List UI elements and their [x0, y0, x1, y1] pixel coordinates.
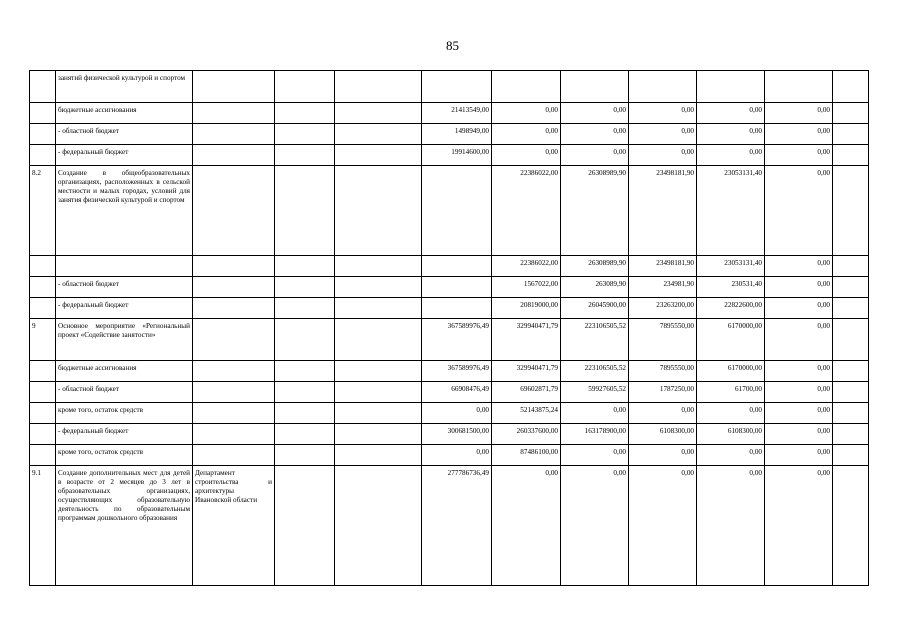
- table-row: [30, 298, 869, 319]
- amount-cell: 0,00: [765, 403, 833, 424]
- amount-cell: 20819000,00: [492, 298, 561, 319]
- row-code-cell: [30, 277, 56, 298]
- table-row: [30, 466, 869, 586]
- amount-cell: 0,00: [492, 145, 561, 166]
- row-code-cell: 9: [30, 319, 56, 361]
- empty-cell: [275, 256, 335, 277]
- table-row: [30, 382, 869, 403]
- amount-cell: 52143875,24: [492, 403, 561, 424]
- table-row: [30, 319, 869, 361]
- row-code-cell: [30, 361, 56, 382]
- amount-cell: 0,00: [422, 445, 492, 466]
- amount-cell: 22386022,00: [492, 256, 561, 277]
- empty-cell: [275, 166, 335, 256]
- empty-cell: [275, 361, 335, 382]
- amount-cell: 1567022,00: [492, 277, 561, 298]
- amount-cell: 69602871,79: [492, 382, 561, 403]
- row-name-cell: - областной бюджет: [56, 124, 193, 145]
- amount-cell: [422, 256, 492, 277]
- empty-cell: [275, 145, 335, 166]
- executor-cell: Департамент строительства и архитектуры Ивановской области: [193, 466, 275, 586]
- empty-cell: [335, 403, 422, 424]
- executor-cell: [193, 361, 275, 382]
- amount-cell: [833, 124, 869, 145]
- row-name-cell: кроме того, остаток средств: [56, 403, 193, 424]
- amount-cell: 7895550,00: [629, 319, 697, 361]
- row-name-cell: Создание дополнительных мест для детей в возрасте от 2 месяцев до 3 лет в образовательных организациях, осуществляющих образовательную деятельность по образовательным программам дошкольного образования: [56, 466, 193, 586]
- empty-cell: [275, 277, 335, 298]
- row-code-cell: [30, 145, 56, 166]
- amount-cell: [765, 71, 833, 103]
- amount-cell: 0,00: [765, 103, 833, 124]
- amount-cell: 0,00: [765, 256, 833, 277]
- row-name-cell: [56, 256, 193, 277]
- amount-cell: 0,00: [765, 361, 833, 382]
- executor-cell: [193, 71, 275, 103]
- amount-cell: 23498181,90: [629, 256, 697, 277]
- amount-cell: 66908476,49: [422, 382, 492, 403]
- empty-cell: [275, 466, 335, 586]
- amount-cell: [833, 103, 869, 124]
- empty-cell: [335, 145, 422, 166]
- amount-cell: 163178900,00: [561, 424, 629, 445]
- amount-cell: 87486100,00: [492, 445, 561, 466]
- amount-cell: 0,00: [561, 145, 629, 166]
- row-code-cell: [30, 298, 56, 319]
- executor-cell: [193, 445, 275, 466]
- amount-cell: 6170000,00: [697, 361, 765, 382]
- empty-cell: [335, 382, 422, 403]
- amount-cell: [697, 71, 765, 103]
- amount-cell: 1498949,00: [422, 124, 492, 145]
- amount-cell: 223106505,52: [561, 361, 629, 382]
- amount-cell: 6108300,00: [629, 424, 697, 445]
- amount-cell: 23053131,40: [697, 256, 765, 277]
- amount-cell: 234981,90: [629, 277, 697, 298]
- row-name-cell: - федеральный бюджет: [56, 145, 193, 166]
- amount-cell: [833, 361, 869, 382]
- amount-cell: [833, 298, 869, 319]
- amount-cell: 7895550,00: [629, 361, 697, 382]
- row-name-cell: бюджетные ассигнования: [56, 103, 193, 124]
- amount-cell: 0,00: [697, 145, 765, 166]
- empty-cell: [335, 124, 422, 145]
- amount-cell: [422, 71, 492, 103]
- amount-cell: 0,00: [697, 103, 765, 124]
- amount-cell: 59927605,52: [561, 382, 629, 403]
- amount-cell: 0,00: [765, 319, 833, 361]
- amount-cell: 0,00: [697, 445, 765, 466]
- row-name-cell: - областной бюджет: [56, 277, 193, 298]
- amount-cell: 329940471,79: [492, 319, 561, 361]
- executor-cell: [193, 298, 275, 319]
- table-row: [30, 361, 869, 382]
- amount-cell: 0,00: [697, 403, 765, 424]
- empty-cell: [335, 166, 422, 256]
- amount-cell: [833, 403, 869, 424]
- table-row: [30, 145, 869, 166]
- amount-cell: 0,00: [765, 424, 833, 445]
- empty-cell: [335, 424, 422, 445]
- amount-cell: [422, 298, 492, 319]
- empty-cell: [335, 361, 422, 382]
- row-code-cell: 8.2: [30, 166, 56, 256]
- amount-cell: [422, 277, 492, 298]
- amount-cell: 22386022,00: [492, 166, 561, 256]
- amount-cell: 19914600,00: [422, 145, 492, 166]
- amount-cell: 260337600,00: [492, 424, 561, 445]
- amount-cell: [833, 277, 869, 298]
- row-code-cell: [30, 124, 56, 145]
- empty-cell: [335, 445, 422, 466]
- amount-cell: 0,00: [765, 466, 833, 586]
- empty-cell: [335, 256, 422, 277]
- amount-cell: 367589976,49: [422, 319, 492, 361]
- executor-cell: [193, 124, 275, 145]
- table-body: [30, 71, 869, 586]
- amount-cell: 263089,90: [561, 277, 629, 298]
- amount-cell: 0,00: [629, 145, 697, 166]
- row-code-cell: 9.1: [30, 466, 56, 586]
- table-row: [30, 124, 869, 145]
- table-row: [30, 445, 869, 466]
- amount-cell: 23498181,90: [629, 166, 697, 256]
- amount-cell: [833, 166, 869, 256]
- executor-cell: [193, 424, 275, 445]
- executor-cell: [193, 256, 275, 277]
- row-name-cell: - федеральный бюджет: [56, 298, 193, 319]
- amount-cell: 0,00: [765, 145, 833, 166]
- empty-cell: [275, 424, 335, 445]
- amount-cell: 367589976,49: [422, 361, 492, 382]
- empty-cell: [335, 277, 422, 298]
- table-row: [30, 256, 869, 277]
- row-name-cell: - областной бюджет: [56, 382, 193, 403]
- row-code-cell: [30, 382, 56, 403]
- amount-cell: 21413549,00: [422, 103, 492, 124]
- amount-cell: 26308989,90: [561, 166, 629, 256]
- amount-cell: 0,00: [629, 124, 697, 145]
- amount-cell: 1787250,00: [629, 382, 697, 403]
- empty-cell: [335, 298, 422, 319]
- empty-cell: [275, 403, 335, 424]
- amount-cell: 26308989,90: [561, 256, 629, 277]
- amount-cell: 0,00: [492, 124, 561, 145]
- amount-cell: 0,00: [629, 445, 697, 466]
- amount-cell: 0,00: [629, 466, 697, 586]
- table-row: [30, 424, 869, 445]
- amount-cell: [833, 256, 869, 277]
- executor-cell: [193, 145, 275, 166]
- amount-cell: 0,00: [765, 166, 833, 256]
- table-row: [30, 277, 869, 298]
- row-code-cell: [30, 424, 56, 445]
- empty-cell: [335, 319, 422, 361]
- row-name-cell: - федеральный бюджет: [56, 424, 193, 445]
- amount-cell: 0,00: [765, 382, 833, 403]
- amount-cell: 329940471,79: [492, 361, 561, 382]
- row-code-cell: [30, 445, 56, 466]
- amount-cell: 0,00: [629, 403, 697, 424]
- amount-cell: [833, 424, 869, 445]
- amount-cell: [833, 445, 869, 466]
- amount-cell: [833, 466, 869, 586]
- row-name-cell: занятий физической культурой и спортом: [56, 71, 193, 103]
- amount-cell: 0,00: [765, 298, 833, 319]
- row-code-cell: [30, 256, 56, 277]
- row-name-cell: бюджетные ассигнования: [56, 361, 193, 382]
- executor-cell: [193, 319, 275, 361]
- row-code-cell: [30, 403, 56, 424]
- amount-cell: [833, 145, 869, 166]
- amount-cell: 0,00: [561, 124, 629, 145]
- empty-cell: [275, 445, 335, 466]
- amount-cell: 0,00: [492, 466, 561, 586]
- amount-cell: 0,00: [765, 445, 833, 466]
- amount-cell: 223106505,52: [561, 319, 629, 361]
- table-row: [30, 403, 869, 424]
- amount-cell: 0,00: [492, 103, 561, 124]
- amount-cell: 61700,00: [697, 382, 765, 403]
- executor-cell: [193, 103, 275, 124]
- table-row: [30, 71, 869, 103]
- table-row: [30, 166, 869, 256]
- page-number: 85: [446, 38, 459, 53]
- amount-cell: [833, 71, 869, 103]
- amount-cell: 0,00: [422, 403, 492, 424]
- amount-cell: 277786736,49: [422, 466, 492, 586]
- amount-cell: [492, 71, 561, 103]
- amount-cell: 0,00: [561, 466, 629, 586]
- empty-cell: [275, 382, 335, 403]
- table-row: [30, 103, 869, 124]
- amount-cell: 23263200,00: [629, 298, 697, 319]
- amount-cell: 0,00: [765, 277, 833, 298]
- executor-cell: [193, 403, 275, 424]
- amount-cell: 0,00: [697, 124, 765, 145]
- amount-cell: 300681500,00: [422, 424, 492, 445]
- amount-cell: 0,00: [561, 103, 629, 124]
- amount-cell: 6108300,00: [697, 424, 765, 445]
- empty-cell: [275, 103, 335, 124]
- row-name-cell: Создание в общеобразовательных организациях, расположенных в сельской местности и малых городах, условий для занятия физической культурой и спортом: [56, 166, 193, 256]
- amount-cell: 0,00: [697, 466, 765, 586]
- executor-cell: [193, 166, 275, 256]
- amount-cell: 0,00: [765, 124, 833, 145]
- empty-cell: [335, 103, 422, 124]
- executor-cell: [193, 277, 275, 298]
- amount-cell: [629, 71, 697, 103]
- empty-cell: [275, 319, 335, 361]
- amount-cell: 0,00: [561, 445, 629, 466]
- empty-cell: [275, 298, 335, 319]
- empty-cell: [275, 124, 335, 145]
- empty-cell: [335, 466, 422, 586]
- amount-cell: 22822600,00: [697, 298, 765, 319]
- row-code-cell: [30, 71, 56, 103]
- amount-cell: 0,00: [629, 103, 697, 124]
- amount-cell: [422, 166, 492, 256]
- executor-cell: [193, 382, 275, 403]
- budget-table: [29, 70, 869, 586]
- amount-cell: [561, 71, 629, 103]
- amount-cell: [833, 319, 869, 361]
- empty-cell: [335, 71, 422, 103]
- empty-cell: [275, 71, 335, 103]
- amount-cell: 26045900,00: [561, 298, 629, 319]
- amount-cell: 0,00: [561, 403, 629, 424]
- amount-cell: [833, 382, 869, 403]
- amount-cell: 230531,40: [697, 277, 765, 298]
- amount-cell: 23053131,40: [697, 166, 765, 256]
- row-name-cell: Основное мероприятие «Региональный проект «Содействие занятости»: [56, 319, 193, 361]
- row-code-cell: [30, 103, 56, 124]
- amount-cell: 6170000,00: [697, 319, 765, 361]
- row-name-cell: кроме того, остаток средств: [56, 445, 193, 466]
